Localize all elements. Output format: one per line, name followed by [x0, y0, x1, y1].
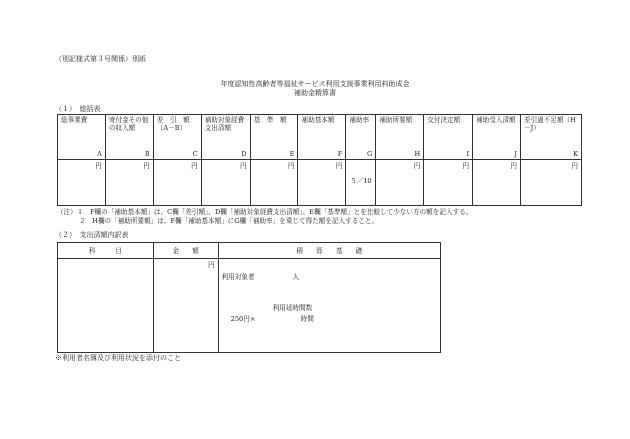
section1-label: （１） 総括表	[55, 105, 101, 113]
col-total-cost: 総事業費 A	[58, 115, 106, 160]
header-amount: 金 額	[153, 243, 218, 259]
cell-received-amount: 円	[473, 160, 521, 206]
summary-table	[57, 114, 582, 206]
cell-total-cost: 円	[58, 160, 106, 206]
col-required-subsidy: 補助所要額 H	[376, 115, 424, 160]
note-2: ２ H欄の「補助所要額」は、F欄「補助基本額」にG欄「補助率」を乗じて得た額を記入すること。	[79, 217, 379, 225]
col-donation-income: 寄付金その他の収入額 B	[105, 115, 153, 160]
document-title: 年度認知性高齢者等福祉サービス利用支援事業利用料助成金	[220, 80, 410, 88]
cell-required-subsidy: 円	[376, 160, 424, 206]
cell-standard-amount: 円	[250, 160, 298, 206]
col-eligible-expenses: 補助対象経費支出済額 D	[201, 115, 250, 160]
cell-item	[58, 259, 154, 353]
section2-label: （２） 支出済額内訳表	[55, 231, 129, 239]
cell-amount: 円	[153, 259, 218, 353]
cell-decided-amount: 円	[424, 160, 473, 206]
form-reference: （別記様式第３号関係）別紙	[55, 55, 146, 63]
col-difference: 差 引 額（A－B） C	[153, 115, 201, 160]
col-surplus-deficit: 差引過不足額（H－J） K	[520, 115, 581, 160]
cell-basis: 利用対象者 人 利用延時間数 250円× 時間	[218, 259, 440, 353]
header-basis: 積 算 基 礎	[218, 243, 440, 259]
col-subsidy-rate: 補助率 G	[346, 115, 376, 160]
col-base-subsidy: 補助基本額 F	[298, 115, 346, 160]
cell-subsidy-rate: ５／10	[346, 160, 376, 206]
cell-difference: 円	[153, 160, 201, 206]
col-decided-amount: 交付決定額 I	[424, 115, 473, 160]
cell-donation-income: 円	[105, 160, 153, 206]
cell-base-subsidy: 円	[298, 160, 346, 206]
col-received-amount: 補助受入済額 J	[473, 115, 521, 160]
col-standard-amount: 基 準 額 E	[250, 115, 298, 160]
document-subtitle: 補助金精算書	[294, 89, 336, 97]
expense-breakdown-table	[57, 242, 441, 353]
cell-eligible-expenses: 円	[201, 160, 250, 206]
header-item: 科 目	[58, 243, 154, 259]
footer-note: ※利用者名簿及び利用状況を添付のこと	[55, 354, 181, 362]
note-1: （注）１ F欄の「補助基本額」は、C欄「差引額」、D欄「補助対象経費支出済額」、E欄「基準額」とを比較して少ない方の額を記入する。	[57, 208, 473, 216]
cell-surplus-deficit: 円	[520, 160, 581, 206]
